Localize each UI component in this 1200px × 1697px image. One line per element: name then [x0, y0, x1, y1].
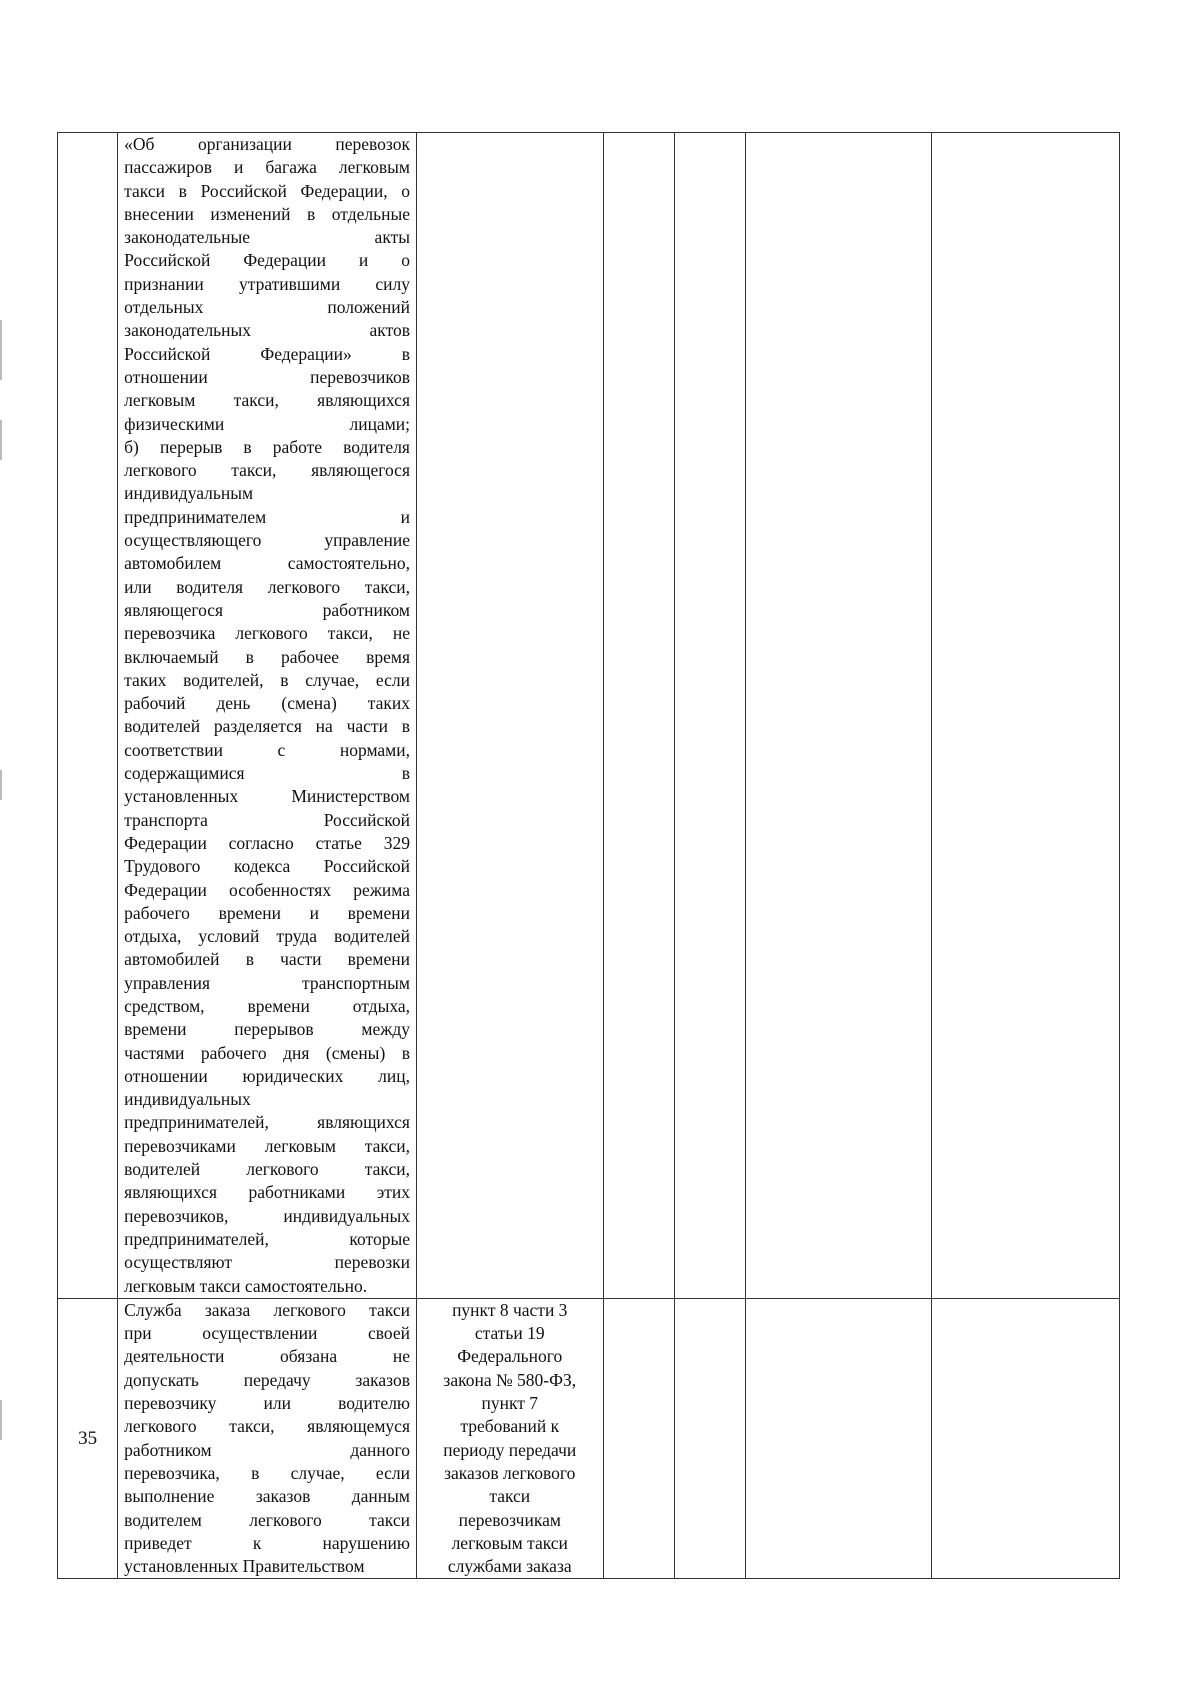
- text-line: водителей легкового такси,: [124, 1159, 410, 1180]
- text-line: предпринимателей, которые: [124, 1228, 410, 1249]
- text-line: Федерации согласно статье 329: [124, 832, 410, 853]
- text-line: частями рабочего дня (смены) в: [124, 1042, 410, 1063]
- scan-edge-mark: [0, 1400, 2, 1440]
- text-line: б) перерыв в работе водителя: [124, 436, 410, 457]
- empty-cell: [932, 1298, 1120, 1579]
- text-line: отдыха, условий труда водителей: [124, 926, 410, 947]
- empty-cell: [603, 133, 674, 1299]
- empty-cell: [674, 1298, 745, 1579]
- text-line: такси: [489, 1486, 531, 1507]
- reference-cell: [417, 1298, 604, 1579]
- text-line: водителей разделяется на части в: [124, 716, 410, 737]
- text-line: времени перерывов между: [124, 1019, 410, 1040]
- table-row: [58, 133, 1120, 1299]
- text-line: отдельных положений: [124, 297, 410, 318]
- scan-edge-mark: [0, 420, 2, 460]
- text-line: внесении изменений в отдельные: [124, 203, 410, 224]
- text-line: пункт 8 части 3: [452, 1299, 568, 1320]
- text-line: Федерального: [457, 1346, 563, 1367]
- text-line: являющегося работником: [124, 599, 410, 620]
- text-line: водителем легкового такси: [124, 1509, 410, 1530]
- text-line: или водителя легкового такси,: [124, 576, 410, 597]
- empty-cell: [674, 133, 745, 1299]
- text-line: транспорта Российской: [124, 809, 410, 830]
- reference-cell: [417, 133, 604, 1299]
- text-line: закона № 580-ФЗ,: [443, 1369, 577, 1390]
- text-line: соответствии с нормами,: [124, 739, 410, 760]
- text-line: при осуществлении своей: [124, 1323, 410, 1344]
- text-line: «Об организации перевозок: [124, 134, 410, 154]
- text-line: автомобилей в части времени: [124, 949, 410, 970]
- text-line: работником данного: [124, 1439, 410, 1460]
- text-line: статьи 19: [474, 1323, 545, 1344]
- text-line: перевозчика легкового такси, не: [124, 623, 410, 644]
- text-line: Российской Федерации и о: [124, 250, 410, 271]
- text-line: установленных Правительством: [124, 1556, 365, 1577]
- text-line: деятельности обязана не: [124, 1346, 410, 1367]
- text-line: индивидуальных: [124, 1089, 251, 1110]
- text-line: содержащимися в: [124, 763, 410, 784]
- text-line: управления транспортным: [124, 972, 410, 993]
- text-line: перевозчиков, индивидуальных: [124, 1205, 410, 1226]
- scan-edge-mark: [0, 770, 2, 800]
- text-line: легкового такси, являющегося: [124, 460, 410, 481]
- text-line: легковым такси самостоятельно.: [124, 1275, 368, 1296]
- text-line: легковым такси: [451, 1532, 568, 1553]
- text-line: легкового такси, являющемуся: [124, 1416, 410, 1437]
- text-line: включаемый в рабочее время: [124, 646, 410, 667]
- reference-text: [417, 1299, 603, 1579]
- text-line: осуществляют перевозки: [124, 1252, 410, 1273]
- table-row: [58, 1298, 1120, 1579]
- requirement-text: [118, 1299, 416, 1579]
- text-line: пункт 7: [481, 1393, 539, 1414]
- empty-cell: [745, 1298, 932, 1579]
- text-line: установленных Министерством: [124, 786, 410, 807]
- requirement-cell: [118, 133, 417, 1299]
- text-line: Федерации особенностях режима: [124, 879, 410, 900]
- text-line: законодательных актов: [124, 320, 410, 341]
- text-line: рабочего времени и времени: [124, 902, 410, 923]
- text-line: периоду передачи: [443, 1439, 577, 1460]
- empty-cell: [932, 133, 1120, 1299]
- text-line: признании утратившими силу: [124, 273, 410, 294]
- text-line: рабочий день (смена) таких: [124, 693, 410, 714]
- text-line: перевозчиками легковым такси,: [124, 1135, 410, 1156]
- text-line: отношении юридических лиц,: [124, 1065, 410, 1086]
- text-line: выполнение заказов данным: [124, 1486, 410, 1507]
- text-line: индивидуальным: [124, 483, 254, 504]
- text-line: перевозчику или водителю: [124, 1393, 410, 1414]
- text-line: таких водителей, в случае, если: [124, 669, 410, 690]
- text-line: пассажиров и багажа легковым: [124, 157, 410, 178]
- text-line: Служба заказа легкового такси: [124, 1299, 410, 1320]
- scan-edge-mark: [0, 320, 2, 380]
- text-line: службами заказа: [447, 1556, 572, 1577]
- text-line: Российской Федерации» в: [124, 343, 410, 364]
- text-line: отношении перевозчиков: [124, 366, 410, 387]
- text-line: перевозчикам: [458, 1509, 561, 1530]
- requirements-table: [57, 132, 1120, 1579]
- text-line: приведет к нарушению: [124, 1532, 410, 1553]
- text-line: законодательные акты: [124, 227, 410, 248]
- text-line: Трудового кодекса Российской: [124, 856, 410, 877]
- row-number-cell: [58, 133, 118, 1299]
- text-line: автомобилем самостоятельно,: [124, 553, 410, 574]
- requirement-cell: [118, 1298, 417, 1579]
- text-line: осуществляющего управление: [124, 530, 410, 551]
- requirement-text: [118, 133, 416, 1298]
- text-line: средством, времени отдыха,: [124, 995, 410, 1016]
- text-line: предпринимателем и: [124, 506, 410, 527]
- row-number-cell: 35: [58, 1298, 118, 1579]
- empty-cell: [603, 1298, 674, 1579]
- empty-cell: [745, 133, 932, 1299]
- text-line: перевозчика, в случае, если: [124, 1462, 410, 1483]
- text-line: физическими лицами;: [124, 413, 410, 434]
- text-line: требований к: [460, 1416, 560, 1437]
- text-line: такси в Российской Федерации, о: [124, 180, 410, 201]
- text-line: заказов легкового: [444, 1462, 576, 1483]
- text-line: предпринимателей, являющихся: [124, 1112, 410, 1133]
- text-line: легковым такси, являющихся: [124, 390, 410, 411]
- text-line: допускать передачу заказов: [124, 1369, 410, 1390]
- text-line: являющихся работниками этих: [124, 1182, 410, 1203]
